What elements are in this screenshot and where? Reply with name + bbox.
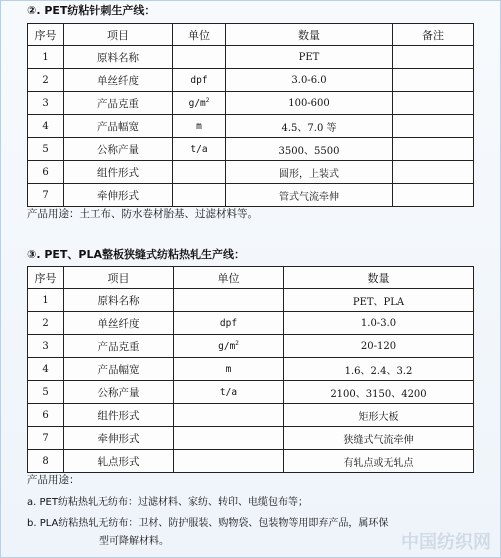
- cell-no: [28, 312, 64, 335]
- unit-superscript: 2: [205, 96, 210, 104]
- cell-unit: [174, 404, 284, 427]
- cell-qty: [226, 92, 393, 115]
- cell-no: [28, 115, 64, 138]
- cell-qty-text: 20-120: [360, 340, 397, 352]
- cell-unit: [173, 115, 226, 138]
- cell-unit: [174, 358, 284, 381]
- cell-item: [64, 335, 174, 358]
- cell-no: [28, 404, 64, 427]
- cell-item-text: 公称产量: [97, 386, 140, 399]
- cell-no-text: 6: [42, 166, 49, 178]
- table-row: [28, 92, 474, 115]
- table-row: [28, 381, 474, 404]
- cell-qty-text: 矩形大板: [358, 411, 399, 423]
- cell-qty: [226, 69, 393, 92]
- section3-usage-b: b. PLA纺粘热轧无纺布：卫材、防护服装、购物袋、包装物等用即弃产品，属环保: [27, 518, 389, 529]
- cell-no: [28, 289, 64, 312]
- cell-qty-text: 100-600: [288, 97, 330, 109]
- cell-qty: [226, 115, 393, 138]
- cell-no-text: 7: [42, 432, 49, 444]
- cell-unit-text: m: [196, 120, 202, 132]
- table-row: [28, 115, 474, 138]
- cell-no-text: 5: [42, 143, 49, 155]
- cell-item: [64, 46, 173, 69]
- cell-no-text: 2: [42, 317, 49, 329]
- table-row: [28, 161, 474, 184]
- cell-remark: [393, 46, 474, 69]
- cell-unit: [174, 289, 284, 312]
- cell-item-text: 原料名称: [97, 294, 140, 307]
- cell-item-text: 原料名称: [97, 51, 139, 64]
- section2-usage: 产品用途：土工布、防水卷材胎基、过滤材料等。: [27, 208, 258, 220]
- section3-heading: ③. PET、PLA整板狭缝式纺粘热轧生产线：: [27, 248, 245, 261]
- col-header: 序号: [28, 24, 64, 46]
- cell-qty: [284, 381, 474, 404]
- cell-qty: [284, 335, 474, 358]
- cell-unit: [173, 138, 226, 161]
- cell-no-text: 5: [42, 386, 49, 398]
- cell-qty-text: 4.5、7.0 等: [281, 122, 337, 134]
- cell-remark: [393, 69, 474, 92]
- section3-usage-a: a. PET纺粘热轧无纺布：过滤材料、家纺、转印、电缆包布等；: [27, 497, 308, 508]
- cell-item: [64, 138, 173, 161]
- cell-no: [28, 427, 64, 450]
- table-row: [28, 289, 474, 312]
- cell-remark: [393, 161, 474, 184]
- cell-no-text: 1: [42, 294, 49, 306]
- cell-remark: [393, 138, 474, 161]
- cell-item-text: 产品幅宽: [97, 363, 140, 376]
- unit-superscript: 2: [235, 339, 239, 347]
- table-row: [28, 138, 474, 161]
- cell-item-text: 产品克重: [97, 97, 139, 110]
- cell-item: [64, 381, 174, 404]
- table-row: [28, 450, 474, 473]
- cell-unit-text: dpf: [219, 317, 238, 329]
- cell-remark: [393, 92, 474, 115]
- cell-unit-text: m: [225, 363, 232, 375]
- cell-qty-text: 1.6、2.4、3.2: [344, 365, 413, 377]
- section2-table: [27, 23, 474, 207]
- cell-qty: [226, 161, 393, 184]
- col-header: 单位: [173, 24, 226, 46]
- cell-item: [64, 312, 174, 335]
- cell-qty: [284, 358, 474, 381]
- cell-unit-text: dpf: [190, 74, 208, 86]
- cell-no: [28, 161, 64, 184]
- cell-unit: [173, 161, 226, 184]
- cell-unit-text: t/a: [219, 386, 238, 398]
- cell-no: [28, 92, 64, 115]
- table-row: [28, 312, 474, 335]
- cell-no-text: 3: [42, 97, 49, 109]
- section3-usage-title: 产品用途：: [27, 474, 80, 486]
- col-header: 单位: [174, 267, 284, 289]
- cell-qty-text: 1.0-3.0: [360, 317, 397, 329]
- cell-no-text: 7: [42, 189, 49, 201]
- cell-qty: [284, 450, 474, 473]
- cell-no-text: 2: [42, 74, 49, 86]
- col-header: 备注: [393, 24, 474, 46]
- cell-unit: [173, 69, 226, 92]
- cell-unit-text: t/a: [190, 143, 208, 155]
- cell-qty-text: 管式气流牵伸: [279, 191, 339, 203]
- cell-item: [64, 184, 173, 207]
- cell-unit: [173, 184, 226, 207]
- cell-no-text: 4: [42, 363, 49, 375]
- section3-table: [27, 266, 474, 473]
- cell-item: [64, 69, 173, 92]
- cell-item-text: 单丝纤度: [97, 74, 139, 87]
- cell-item-text: 组件形式: [97, 166, 139, 179]
- cell-unit: [174, 312, 284, 335]
- cell-item: [64, 427, 174, 450]
- cell-item: [64, 115, 173, 138]
- cell-qty: [284, 427, 474, 450]
- cell-unit: [173, 92, 226, 115]
- col-header: 数量: [226, 24, 393, 46]
- cell-item: [64, 92, 173, 115]
- cell-unit: [174, 381, 284, 404]
- table-row: [28, 404, 474, 427]
- col-header: 数量: [284, 267, 474, 289]
- section3-usage-b-cont: 型可降解材料。: [99, 536, 169, 547]
- cell-item: [64, 404, 174, 427]
- cell-no: [28, 184, 64, 207]
- cell-qty-text: 3500、5500: [278, 145, 340, 157]
- table-header-row: [28, 267, 474, 289]
- cell-unit: [174, 335, 284, 358]
- cell-no-text: 6: [42, 409, 49, 421]
- table-row: [28, 69, 474, 92]
- cell-qty-text: PET: [298, 51, 320, 63]
- col-header: 序号: [28, 267, 64, 289]
- cell-unit: [174, 427, 284, 450]
- cell-qty-text: PET、PLA: [352, 296, 405, 308]
- cell-item-text: 牵伸形式: [97, 189, 139, 202]
- cell-no-text: 3: [42, 340, 49, 352]
- cell-remark: [393, 115, 474, 138]
- watermark: 中国纺织网: [401, 532, 491, 553]
- cell-no: [28, 381, 64, 404]
- col-header: 项目: [64, 24, 173, 46]
- cell-item-text: 单丝纤度: [97, 317, 140, 330]
- cell-qty: [226, 184, 393, 207]
- cell-no: [28, 46, 64, 69]
- cell-item-text: 牵伸形式: [97, 432, 140, 445]
- cell-item-text: 产品克重: [97, 340, 140, 353]
- cell-item-text: 产品幅宽: [97, 120, 139, 133]
- cell-qty: [284, 289, 474, 312]
- cell-qty-text: 3.0-6.0: [291, 74, 327, 86]
- table-row: [28, 358, 474, 381]
- cell-no-text: 1: [42, 51, 49, 63]
- cell-qty: [226, 138, 393, 161]
- cell-unit: [173, 46, 226, 69]
- cell-item: [64, 161, 173, 184]
- cell-no: [28, 358, 64, 381]
- cell-unit: [174, 450, 284, 473]
- cell-no: [28, 138, 64, 161]
- cell-item-text: 轧点形式: [97, 455, 140, 468]
- cell-qty: [284, 312, 474, 335]
- cell-no: [28, 69, 64, 92]
- cell-no: [28, 335, 64, 358]
- col-header: 项目: [64, 267, 174, 289]
- cell-remark: [393, 184, 474, 207]
- cell-item-text: 组件形式: [97, 409, 140, 422]
- cell-item: [64, 289, 174, 312]
- cell-qty: [284, 404, 474, 427]
- cell-item: [64, 358, 174, 381]
- table-header-row: [28, 24, 474, 46]
- cell-no: [28, 450, 64, 473]
- cell-qty-text: 狭缝式气流牵伸: [343, 434, 414, 446]
- cell-no-text: 8: [42, 455, 49, 467]
- cell-item: [64, 450, 174, 473]
- section2-heading: ②. PET纺粘针刺生产线：: [27, 4, 156, 17]
- cell-qty: [226, 46, 393, 69]
- cell-unit-text: g/m: [188, 98, 206, 110]
- table-row: [28, 427, 474, 450]
- cell-no-text: 4: [42, 120, 49, 132]
- table-row: [28, 335, 474, 358]
- cell-item-text: 公称产量: [97, 143, 139, 156]
- cell-qty-text: 有轧点或无轧点: [343, 457, 414, 469]
- cell-qty-text: 2100、3150、4200: [330, 388, 427, 400]
- table-row: [28, 184, 474, 207]
- table-row: [28, 46, 474, 69]
- cell-qty-text: 圆形，上装式: [279, 168, 339, 180]
- cell-unit-text: g/m: [218, 341, 236, 353]
